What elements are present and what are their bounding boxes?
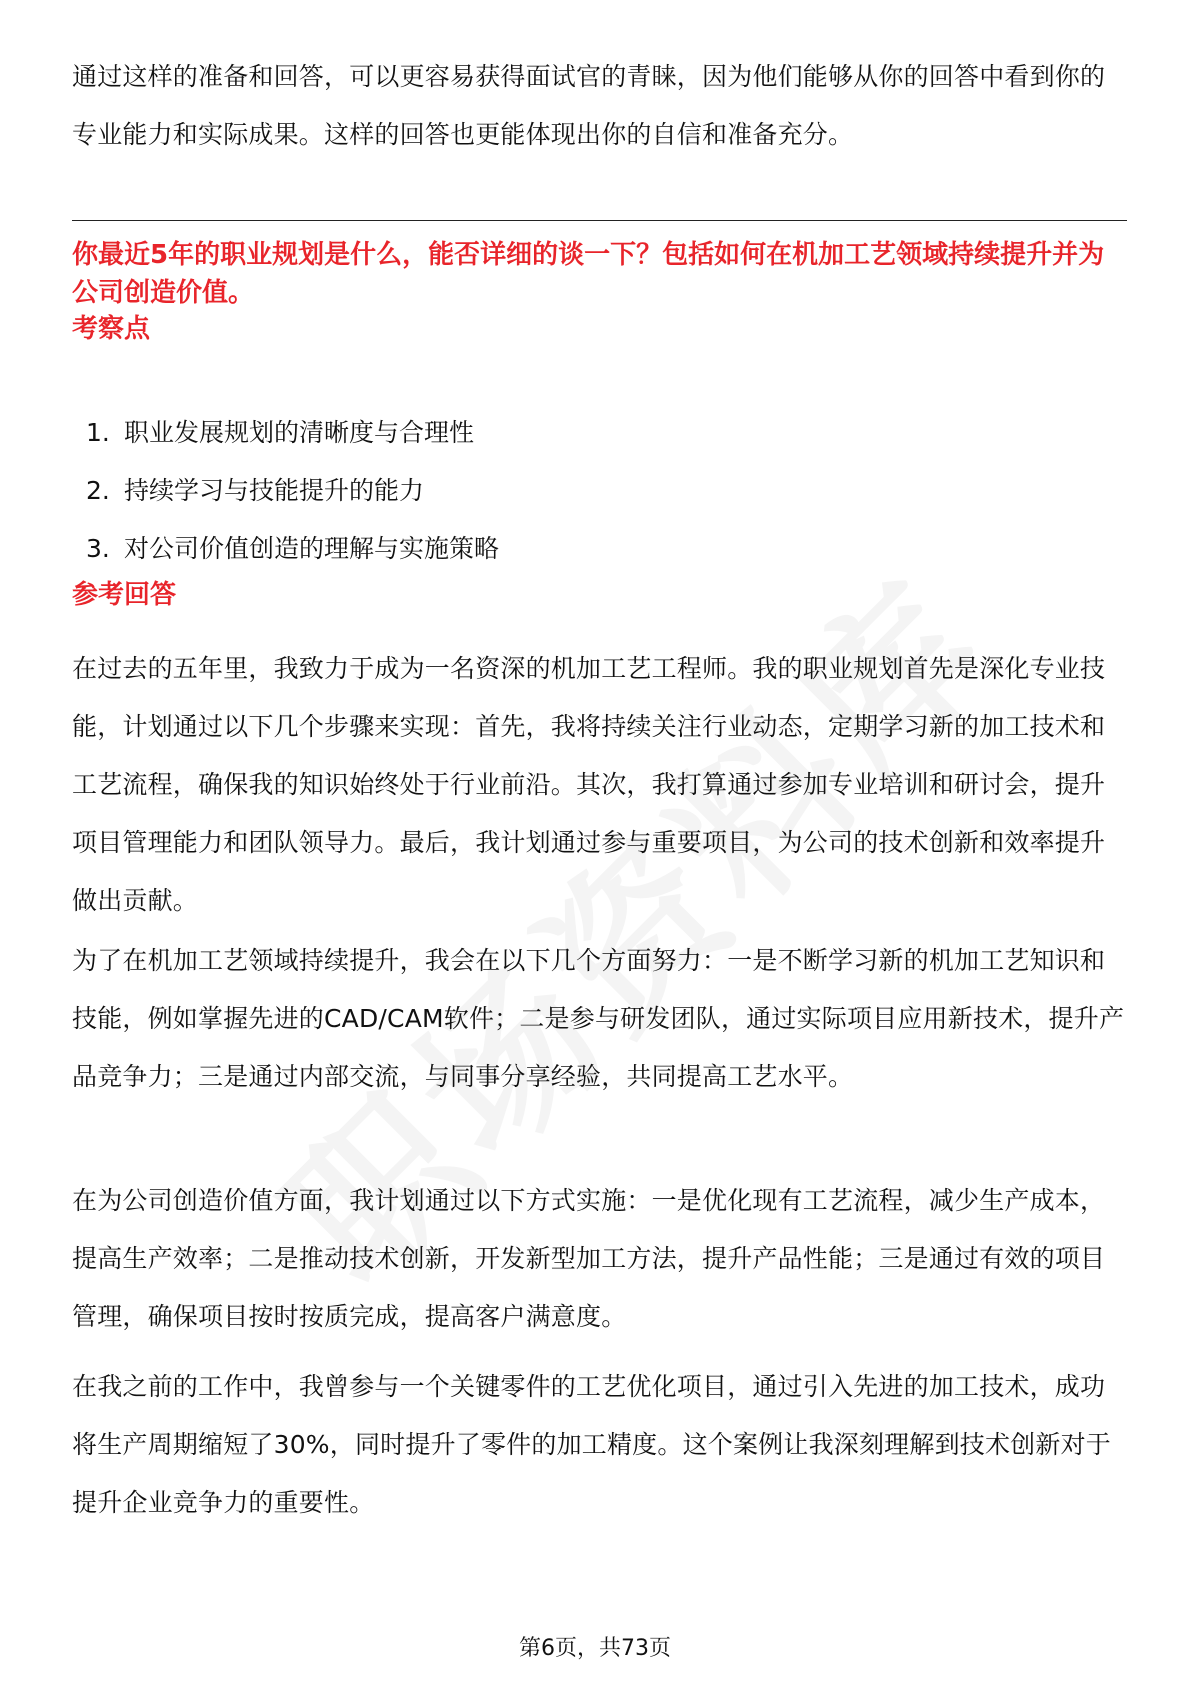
- answer-paragraph-1: 在过去的五年里，我致力于成为一名资深的机加工艺工程师。我的职业规划首先是深化专业技能，计划通过以下几个步骤来实现：首先，我将持续关注行业动态，定期学习新的加工技术和工艺流程，确保我的知识始终处于行业前沿。其次，我打算通过参加专业培训和研讨会，提升项目管理能力和团队领导力。最后，我计划通过参与重要项目，为公司的技术创新和效率提升做出贡献。: [72, 654, 1106, 915]
- list-item: [86, 462, 499, 520]
- list-item-number: 1.: [86, 418, 110, 447]
- list-item: [86, 520, 499, 578]
- document-page: [72, 0, 1127, 1684]
- list-item-text: 持续学习与技能提升的能力: [124, 476, 425, 505]
- focus-heading: 考察点: [72, 314, 151, 344]
- list-item-text: 对公司价值创造的理解与实施策略: [124, 534, 500, 563]
- answer-paragraph-4: 在我之前的工作中，我曾参与一个关键零件的工艺优化项目，通过引入先进的加工技术，成功将生产周期缩短了30%，同时提升了零件的加工精度。这个案例让我深刻理解到技术创新对于提升企业竞争力的重要性。: [72, 1372, 1111, 1517]
- answer-heading: 参考回答: [72, 580, 177, 610]
- question-title: 你最近5年的职业规划是什么，能否详细的谈一下？包括如何在机加工艺领域持续提升并为公司创造价值。: [72, 240, 1105, 308]
- page-footer: 第6页，共73页: [519, 1636, 671, 1661]
- list-item-number: 3.: [86, 534, 110, 563]
- focus-list: [86, 404, 499, 578]
- section-divider: [72, 220, 1127, 221]
- list-item-text: 职业发展规划的清晰度与合理性: [124, 418, 475, 447]
- answer-paragraph-2: 为了在机加工艺领域持续提升，我会在以下几个方面努力：一是不断学习新的机加工艺知识和技能，例如掌握先进的CAD/CAM软件；二是参与研发团队，通过实际项目应用新技术，提升产品竞争力；三是通过内部交流，与同事分享经验，共同提高工艺水平。: [72, 946, 1125, 1091]
- intro-paragraph: 通过这样的准备和回答，可以更容易获得面试官的青睐，因为他们能够从你的回答中看到你的专业能力和实际成果。这样的回答也更能体现出你的自信和准备充分。: [72, 62, 1106, 149]
- answer-paragraph-3: 在为公司创造价值方面，我计划通过以下方式实施：一是优化现有工艺流程，减少生产成本，提高生产效率；二是推动技术创新，开发新型加工方法，提升产品性能；三是通过有效的项目管理，确保项目按时按质完成，提高客户满意度。: [72, 1186, 1106, 1331]
- list-item-number: 2.: [86, 476, 110, 505]
- list-item: [86, 404, 499, 462]
